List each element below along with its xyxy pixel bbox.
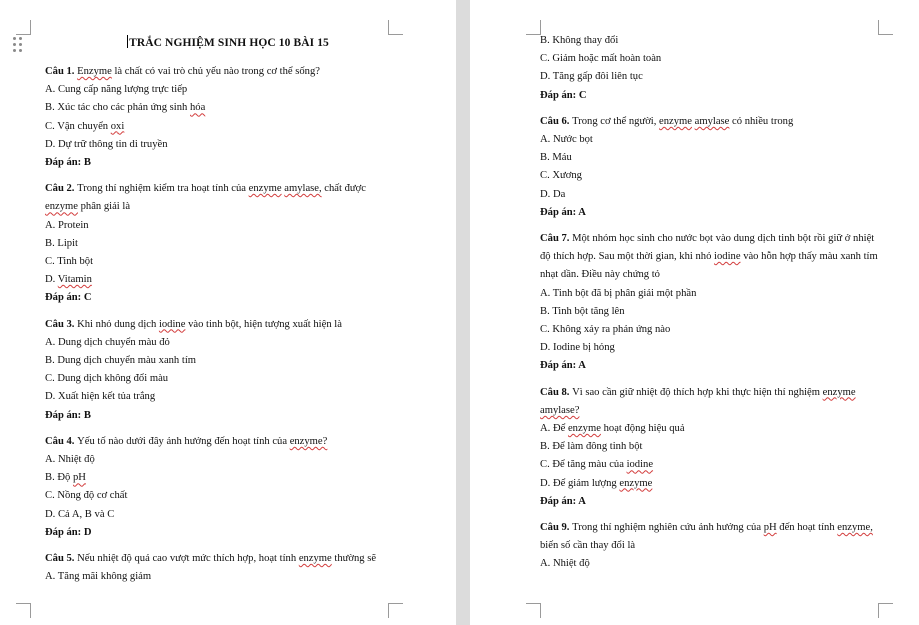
- answer-option[interactable]: A. Cung cấp năng lượng trực tiếp: [45, 84, 188, 96]
- question-block: [45, 550, 380, 586]
- question-text: Khi nhỏ dung dịch iodine vào tinh bột, hiện tượng xuất hiện là: [77, 318, 342, 330]
- answer-key: Đáp án: A: [540, 360, 586, 372]
- answer-key: Đáp án: A: [540, 206, 586, 218]
- question-number: Câu 6.: [540, 115, 573, 127]
- answer-option[interactable]: C. Nồng độ cơ chất: [45, 490, 128, 502]
- question-text: Nếu nhiệt độ quá cao vượt mức thích hợp, hoạt tính enzyme thường sẽ: [77, 553, 377, 565]
- answer-option[interactable]: C. Dung dịch không đổi màu: [45, 373, 169, 385]
- answer-option[interactable]: A. Nhiệt độ: [540, 558, 590, 570]
- question-stem[interactable]: [540, 113, 880, 131]
- question-stem[interactable]: [45, 550, 380, 568]
- question-number: Câu 7.: [540, 233, 573, 245]
- question-stem[interactable]: [45, 433, 380, 451]
- page-corner-mark: [388, 20, 403, 35]
- question-stem[interactable]: [45, 63, 380, 81]
- question-stem[interactable]: [45, 180, 380, 216]
- question-text: Enzyme là chất có vai trò chủ yếu nào trong cơ thể sống?: [77, 66, 320, 77]
- answer-option[interactable]: B. Không thay đổi: [540, 35, 619, 46]
- answer-option[interactable]: B. Tinh bột tăng lên: [540, 305, 625, 317]
- answer-option[interactable]: D. Để giảm lượng enzyme: [540, 477, 653, 489]
- answer-option[interactable]: D. Xuất hiện kết tủa trắng: [45, 391, 156, 403]
- answer-option[interactable]: B. Dung dịch chuyển màu xanh tím: [45, 355, 197, 367]
- left-column-questions: [45, 63, 380, 594]
- answer-option[interactable]: C. Xương: [540, 170, 582, 182]
- question-text: Yếu tố nào dưới đây ảnh hưởng đến hoạt tính của enzyme?: [77, 435, 328, 447]
- question-number: Câu 1.: [45, 66, 78, 77]
- answer-option[interactable]: D. Cả A, B và C: [45, 508, 115, 520]
- document-title[interactable]: [0, 35, 456, 49]
- answer-option[interactable]: D. Dự trữ thông tin di truyền: [45, 138, 168, 150]
- text-cursor: [127, 35, 128, 48]
- answer-option[interactable]: B. Lipit: [45, 237, 78, 249]
- answer-key: Đáp án: C: [45, 292, 92, 304]
- question-block: [540, 384, 880, 511]
- page-corner-mark: [878, 603, 893, 618]
- answer-option[interactable]: D. Iodine bị hỏng: [540, 342, 615, 354]
- question-block: [45, 63, 380, 172]
- answer-option[interactable]: D. Da: [540, 188, 566, 200]
- question-continuation: [540, 32, 880, 105]
- question-block: [45, 316, 380, 425]
- answer-option[interactable]: B. Độ pH: [45, 472, 86, 484]
- question-block: [540, 113, 880, 222]
- answer-key: Đáp án: B: [45, 157, 91, 169]
- page-corner-mark: [878, 20, 893, 35]
- question-stem[interactable]: [540, 230, 880, 285]
- answer-key: Đáp án: B: [45, 409, 91, 421]
- page-corner-mark: [388, 603, 403, 618]
- answer-option[interactable]: A. Tăng mãi không giảm: [45, 571, 152, 583]
- answer-option[interactable]: A. Nhiệt độ: [45, 454, 95, 466]
- question-number: Câu 4.: [45, 435, 78, 447]
- document-title-text: TRẮC NGHIỆM SINH HỌC 10 BÀI 15: [129, 37, 329, 49]
- page-corner-mark: [16, 20, 31, 35]
- question-number: Câu 9.: [540, 522, 573, 534]
- answer-option[interactable]: C. Không xảy ra phản ứng nào: [540, 324, 671, 336]
- question-block: [45, 180, 380, 307]
- answer-option[interactable]: B. Để làm đông tinh bột: [540, 441, 643, 453]
- question-text: Trong thí nghiệm kiểm tra hoạt tính của enzyme amylase, chất được enzyme phân giải là: [45, 183, 366, 213]
- answer-option[interactable]: A. Protein: [45, 219, 89, 231]
- answer-option[interactable]: A. Dung dịch chuyển màu đỏ: [45, 336, 170, 348]
- answer-option[interactable]: C. Vận chuyển oxi: [45, 120, 125, 132]
- answer-key: Đáp án: A: [540, 495, 586, 507]
- question-block: [540, 519, 880, 574]
- page-corner-mark: [526, 20, 541, 35]
- question-block: [540, 230, 880, 376]
- question-number: Câu 3.: [45, 318, 78, 330]
- answer-option[interactable]: B. Xúc tác cho các phản ứng sinh hóa: [45, 102, 206, 114]
- question-block: [45, 433, 380, 542]
- answer-key: Đáp án: C: [540, 89, 587, 101]
- answer-option[interactable]: A. Nước bọt: [540, 134, 593, 146]
- answer-option[interactable]: B. Máu: [540, 152, 572, 164]
- question-stem[interactable]: [540, 519, 880, 555]
- answer-option[interactable]: C. Tinh bột: [45, 256, 94, 268]
- question-text: Trong cơ thể người, enzyme amylase có nhiều trong: [572, 115, 794, 127]
- question-stem[interactable]: [45, 316, 380, 334]
- answer-option[interactable]: A. Tinh bột đã bị phân giải một phần: [540, 287, 697, 299]
- page-corner-mark: [526, 603, 541, 618]
- answer-option[interactable]: C. Để tăng màu của iodine: [540, 459, 654, 471]
- question-number: Câu 8.: [540, 386, 573, 398]
- question-text: Trong thí nghiệm nghiên cứu ảnh hưởng của pH đến hoạt tính enzyme, biến số cần thay đổi là: [540, 522, 873, 552]
- answer-key: Đáp án: D: [45, 526, 92, 538]
- question-text: Vì sao cần giữ nhiệt độ thích hợp khi thực hiện thí nghiệm enzyme amylase?: [540, 386, 856, 416]
- answer-option[interactable]: D. Vitamin: [45, 274, 92, 286]
- answer-option[interactable]: D. Tăng gấp đôi liên tục: [540, 71, 643, 83]
- question-stem[interactable]: [540, 384, 880, 420]
- question-number: Câu 5.: [45, 553, 78, 565]
- right-column-questions: [540, 32, 880, 582]
- answer-option[interactable]: A. Để enzyme hoạt động hiệu quả: [540, 423, 685, 435]
- question-text: Một nhóm học sinh cho nước bọt vào dung dịch tinh bột rồi giữ ở nhiệt độ thích hợp. Sau một thời gian, khi nhỏ iodine vào hỗn hợp thấy màu xanh tím nhạt dần. Điều này chứng tỏ: [540, 233, 878, 281]
- page-corner-mark: [16, 603, 31, 618]
- answer-option[interactable]: C. Giảm hoặc mất hoàn toàn: [540, 53, 662, 65]
- question-number: Câu 2.: [45, 183, 78, 195]
